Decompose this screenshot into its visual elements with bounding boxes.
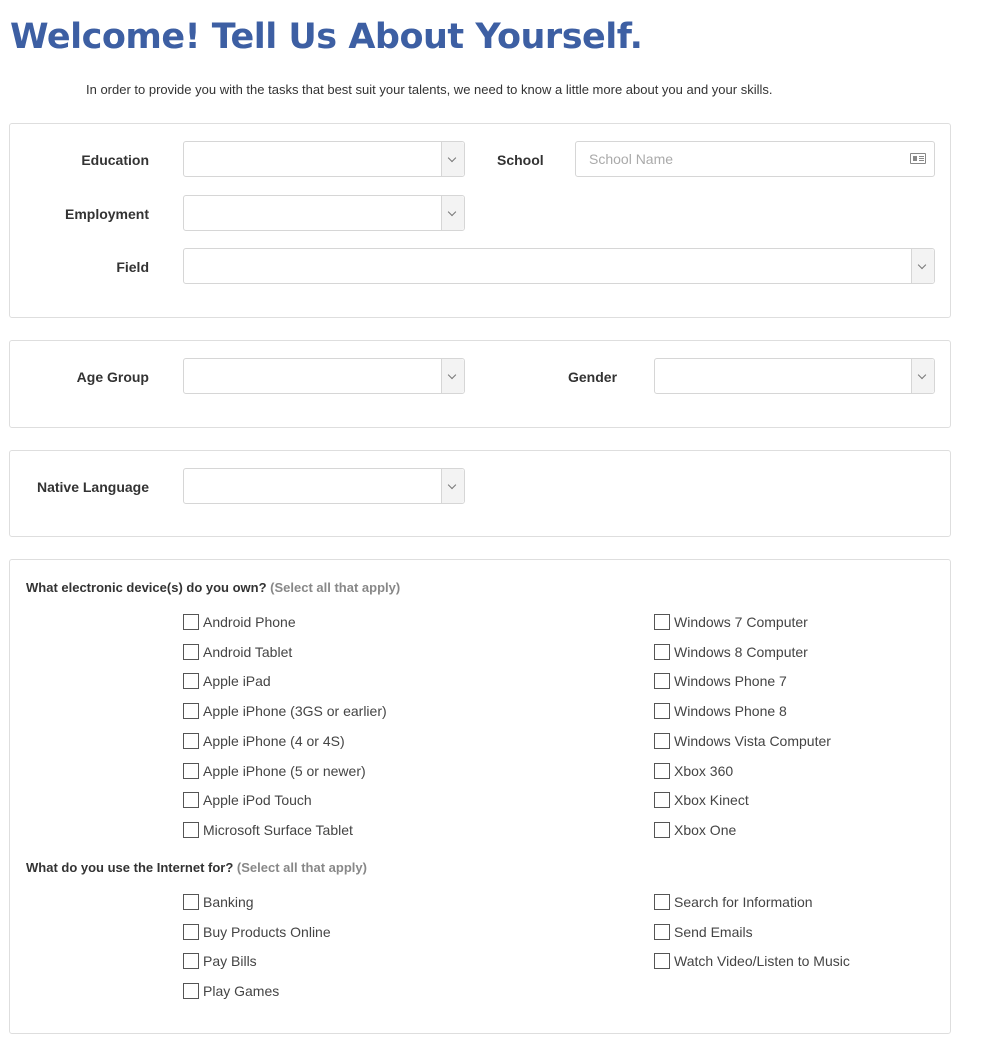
checkbox-box[interactable] (654, 614, 670, 630)
checkbox-devices-right-5[interactable] (654, 761, 733, 781)
checkbox-box[interactable] (654, 733, 670, 749)
checkbox-internet-right-0[interactable] (654, 892, 813, 912)
checkbox-label: Microsoft Surface Tablet (203, 821, 353, 838)
native-language-label: Native Language (36, 479, 149, 495)
devices-question: What electronic device(s) do you own? (Select all that apply) (26, 580, 401, 595)
checkbox-box[interactable] (654, 924, 670, 940)
checkbox-devices-right-1[interactable] (654, 642, 808, 662)
checkbox-box[interactable] (183, 983, 199, 999)
checkbox-internet-right-1[interactable] (654, 922, 753, 942)
checkbox-label: Apple iPhone (4 or 4S) (203, 732, 345, 749)
chevron-down-icon (441, 359, 464, 393)
checkbox-label: Windows 7 Computer (674, 614, 808, 630)
chevron-down-icon (911, 249, 934, 283)
checkbox-box[interactable] (183, 733, 199, 749)
checkbox-label: Windows Phone 7 (674, 673, 787, 690)
checkbox-label: Xbox Kinect (674, 792, 749, 809)
checkbox-box[interactable] (183, 763, 199, 779)
id-card-icon (910, 153, 926, 164)
chevron-down-icon (441, 142, 464, 176)
chevron-down-icon (911, 359, 934, 393)
checkbox-box[interactable] (654, 763, 670, 779)
checkbox-box[interactable] (183, 953, 199, 969)
page-title: Welcome! Tell Us About Yourself. (10, 17, 643, 57)
checkbox-label: Xbox 360 (674, 762, 734, 779)
checkbox-label: Watch Video/Listen to Music (674, 953, 850, 970)
education-label: Education (81, 152, 149, 168)
checkbox-internet-left-0[interactable] (183, 892, 254, 912)
checkbox-label: Apple iPod Touch (203, 792, 312, 809)
checkbox-devices-right-2[interactable] (654, 671, 787, 691)
chevron-down-icon (441, 196, 464, 230)
checkbox-label: Send Emails (674, 923, 753, 940)
employment-label: Employment (64, 206, 149, 222)
checkbox-devices-left-0[interactable] (183, 612, 296, 632)
intro-text: In order to provide you with the tasks that best suit your talents, we need to know a little more about you and your skills. (86, 82, 773, 97)
checkbox-box[interactable] (654, 894, 670, 910)
checkbox-devices-left-7[interactable] (183, 820, 353, 840)
checkbox-devices-left-5[interactable] (183, 761, 366, 781)
checkbox-devices-right-7[interactable] (654, 820, 736, 840)
checkbox-internet-left-3[interactable] (183, 981, 279, 1001)
checkbox-label: Apple iPhone (5 or newer) (203, 762, 366, 779)
checkbox-box[interactable] (183, 614, 199, 630)
checkbox-internet-right-2[interactable] (654, 951, 850, 971)
checkbox-box[interactable] (654, 822, 670, 838)
checkbox-devices-left-3[interactable] (183, 701, 387, 721)
checkbox-devices-left-2[interactable] (183, 671, 271, 691)
checkbox-label: Pay Bills (203, 953, 257, 970)
checkbox-label: Windows Phone 8 (674, 703, 787, 720)
checkbox-label: Play Games (203, 983, 280, 1000)
field-select[interactable] (183, 248, 935, 284)
checkbox-box[interactable] (654, 703, 670, 719)
checkbox-devices-left-6[interactable] (183, 790, 312, 810)
school-input[interactable] (575, 141, 935, 177)
age-group-select[interactable] (183, 358, 465, 394)
checkbox-panel (9, 559, 951, 1034)
checkbox-devices-right-6[interactable] (654, 790, 749, 810)
checkbox-label: Windows 8 Computer (674, 643, 808, 660)
checkbox-label: Apple iPhone (3GS or earlier) (203, 703, 387, 720)
gender-label: Gender (568, 369, 618, 385)
checkbox-label: Apple iPad (203, 673, 271, 690)
checkbox-devices-left-1[interactable] (183, 642, 292, 662)
checkbox-label: Windows Vista Computer (674, 732, 831, 749)
checkbox-box[interactable] (183, 822, 199, 838)
chevron-down-icon (441, 469, 464, 503)
gender-select[interactable] (654, 358, 935, 394)
checkbox-devices-right-3[interactable] (654, 701, 787, 721)
checkbox-box[interactable] (183, 644, 199, 660)
checkbox-label: Buy Products Online (203, 923, 331, 940)
age-group-label: Age Group (76, 369, 149, 385)
checkbox-box[interactable] (183, 673, 199, 689)
checkbox-label: Xbox One (674, 821, 737, 838)
checkbox-box[interactable] (654, 644, 670, 660)
checkbox-internet-left-1[interactable] (183, 922, 331, 942)
checkbox-label: Banking (203, 894, 254, 910)
employment-select[interactable] (183, 195, 465, 231)
checkbox-devices-right-0[interactable] (654, 612, 808, 632)
checkbox-label: Android Tablet (203, 643, 293, 660)
checkbox-box[interactable] (654, 953, 670, 969)
checkbox-box[interactable] (183, 792, 199, 808)
language-panel (9, 450, 951, 537)
checkbox-devices-left-4[interactable] (183, 731, 345, 751)
education-panel (9, 123, 951, 318)
internet-question: What do you use the Internet for? (Select all that apply) (26, 860, 367, 875)
demographics-panel (9, 340, 951, 428)
checkbox-box[interactable] (654, 792, 670, 808)
field-label: Field (116, 259, 149, 275)
native-language-select[interactable] (183, 468, 465, 504)
education-select[interactable] (183, 141, 465, 177)
checkbox-box[interactable] (183, 894, 199, 910)
checkbox-box[interactable] (654, 673, 670, 689)
checkbox-internet-left-2[interactable] (183, 951, 257, 971)
school-label: School (497, 152, 544, 168)
checkbox-box[interactable] (183, 703, 199, 719)
checkbox-box[interactable] (183, 924, 199, 940)
checkbox-devices-right-4[interactable] (654, 731, 831, 751)
checkbox-label: Android Phone (203, 614, 296, 630)
checkbox-label: Search for Information (674, 894, 813, 910)
